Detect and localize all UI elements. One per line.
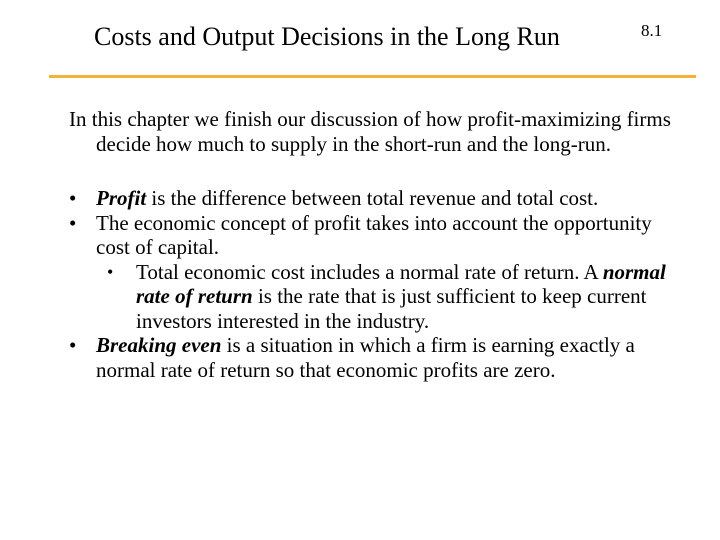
bullet-marker: •: [69, 210, 77, 235]
term-breaking-even: Breaking even: [96, 333, 222, 357]
bullet-text: The economic concept of profit takes into account the opportunity cost of capital.: [96, 210, 652, 259]
title-divider: [49, 75, 696, 78]
bullet-breaking-even: [69, 333, 679, 382]
bullet-profit: [69, 186, 679, 211]
slide-title: Costs and Output Decisions in the Long Run: [94, 22, 560, 51]
intro-paragraph: In this chapter we finish our discussion of how profit-maximizing firms decide how much to supply in the short-run and the long-run.: [69, 107, 671, 156]
slide-body: [69, 107, 679, 382]
slide-number: 8.1: [641, 21, 663, 40]
term-normal-rate-of-return: normal rate of return: [136, 259, 666, 308]
bullet-economic-profit: [69, 211, 679, 260]
sub-bullet-normal-return: [69, 260, 679, 334]
bullet-text: is the difference between total revenue and total cost.: [146, 186, 599, 210]
sub-bullet-text-after: is the rate that is just sufficient to keep current investors interested in the industry.: [136, 284, 647, 333]
bullet-marker: •: [69, 333, 77, 357]
bullet-marker: •: [69, 186, 77, 210]
sub-bullet-text-before: Total economic cost includes a normal rate of return. A: [136, 259, 603, 284]
bullet-text: is a situation in which a firm is earning exactly a normal rate of return so that economic profits are zero.: [96, 333, 635, 382]
term-profit: Profit: [96, 186, 147, 210]
sub-bullet-marker: •: [107, 261, 114, 282]
